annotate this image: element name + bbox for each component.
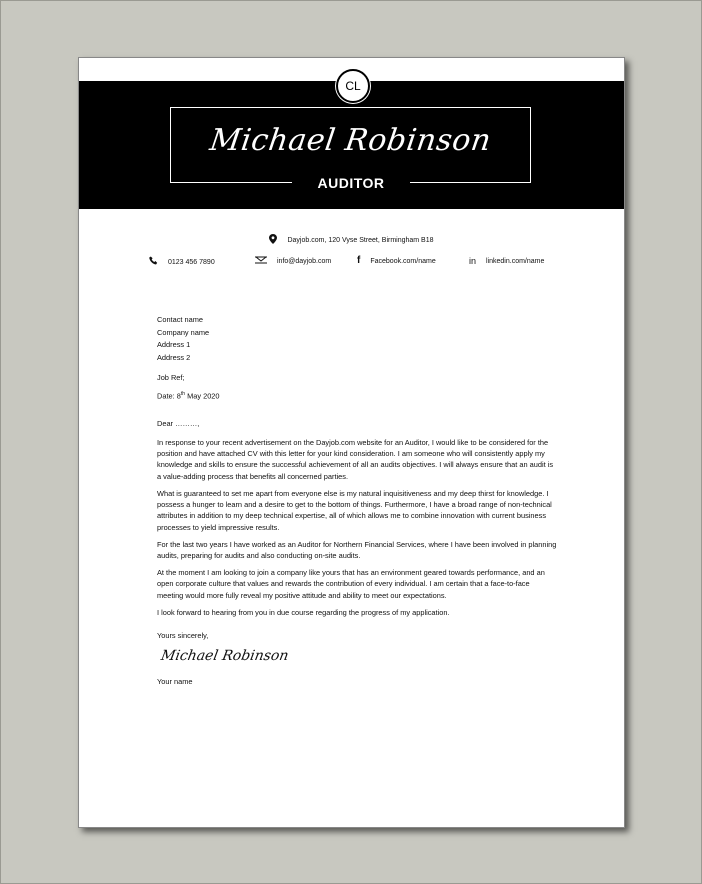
signature: Michael Robinson	[159, 648, 290, 665]
phone-icon	[149, 256, 158, 268]
letter-date: Date: 8th May 2020	[157, 391, 220, 401]
job-title: AUDITOR	[292, 173, 410, 193]
facebook-item	[357, 256, 436, 266]
linkedin-item	[469, 256, 544, 266]
candidate-name: Michael Robinson	[207, 123, 494, 158]
paragraph-2: What is guaranteed to set me apart from everyone else is my natural inquisitiveness and my deep thirst for knowledge. I possess a hunger to learn and a desire to get to the bottom of things. Furthermore, I have a broad range of non-technical attributes in addition to my deep technical expertise, all of which allows me to combine innovation with current business processes to yield impressive results.	[157, 488, 552, 532]
monogram-badge: CL	[336, 69, 370, 103]
email-icon	[255, 256, 267, 267]
facebook-text: Facebook.com/name	[370, 257, 436, 265]
recipient-address-1: Address 1	[157, 340, 191, 349]
cover-letter-page	[78, 57, 625, 828]
your-name: Your name	[157, 677, 193, 687]
location-pin-icon	[269, 234, 277, 247]
salutation: Dear ………,	[157, 418, 200, 428]
recipient-address-2: Address 2	[157, 352, 191, 362]
linkedin-text: linkedin.com/name	[486, 257, 545, 265]
address-text: Dayjob.com, 120 Vyse Street, Birmingham B18	[287, 237, 434, 244]
address-line	[79, 234, 624, 247]
phone-text: 0123 456 7890	[168, 258, 215, 266]
linkedin-icon: in	[469, 256, 477, 266]
closing: Yours sincerely,	[157, 630, 209, 640]
paragraph-5: I look forward to hearing from you in due course regarding the progress of my application.	[157, 607, 450, 617]
email-text: info@dayjob.com	[277, 258, 332, 265]
paragraph-4: At the moment I am looking to join a company like yours that has an environment geared towards performance, and an open corporate culture that values and rewards the contribution of every individual. I am certain that a face-to-face meeting would more fully reveal my positive attitude and ability to meet our expectations.	[157, 568, 545, 600]
job-reference: Job Ref;	[157, 373, 185, 382]
letter-body	[157, 314, 557, 688]
recipient-company-name: Company name	[157, 327, 210, 337]
paragraph-3: For the last two years I have worked as an Auditor for Northern Financial Services, where I have been involved in planning audits, preparing for audits and also conducting on-site audits.	[157, 539, 557, 560]
paragraph-1: In response to your recent advertisement on the Dayjob.com website for an Auditor, I would like to be considered for the position and have attached CV with this letter for your kind consideration. I am someone who will consistently apply my knowledge and skills to ensure the successful achievement of all an audits objectives. I will always ensure that an audit is a value-adding process that benefits all concerned parties.	[157, 438, 554, 481]
email-item	[255, 256, 331, 267]
facebook-icon: f	[357, 255, 361, 266]
recipient-contact-name: Contact name	[157, 315, 204, 324]
phone-item	[149, 256, 215, 268]
